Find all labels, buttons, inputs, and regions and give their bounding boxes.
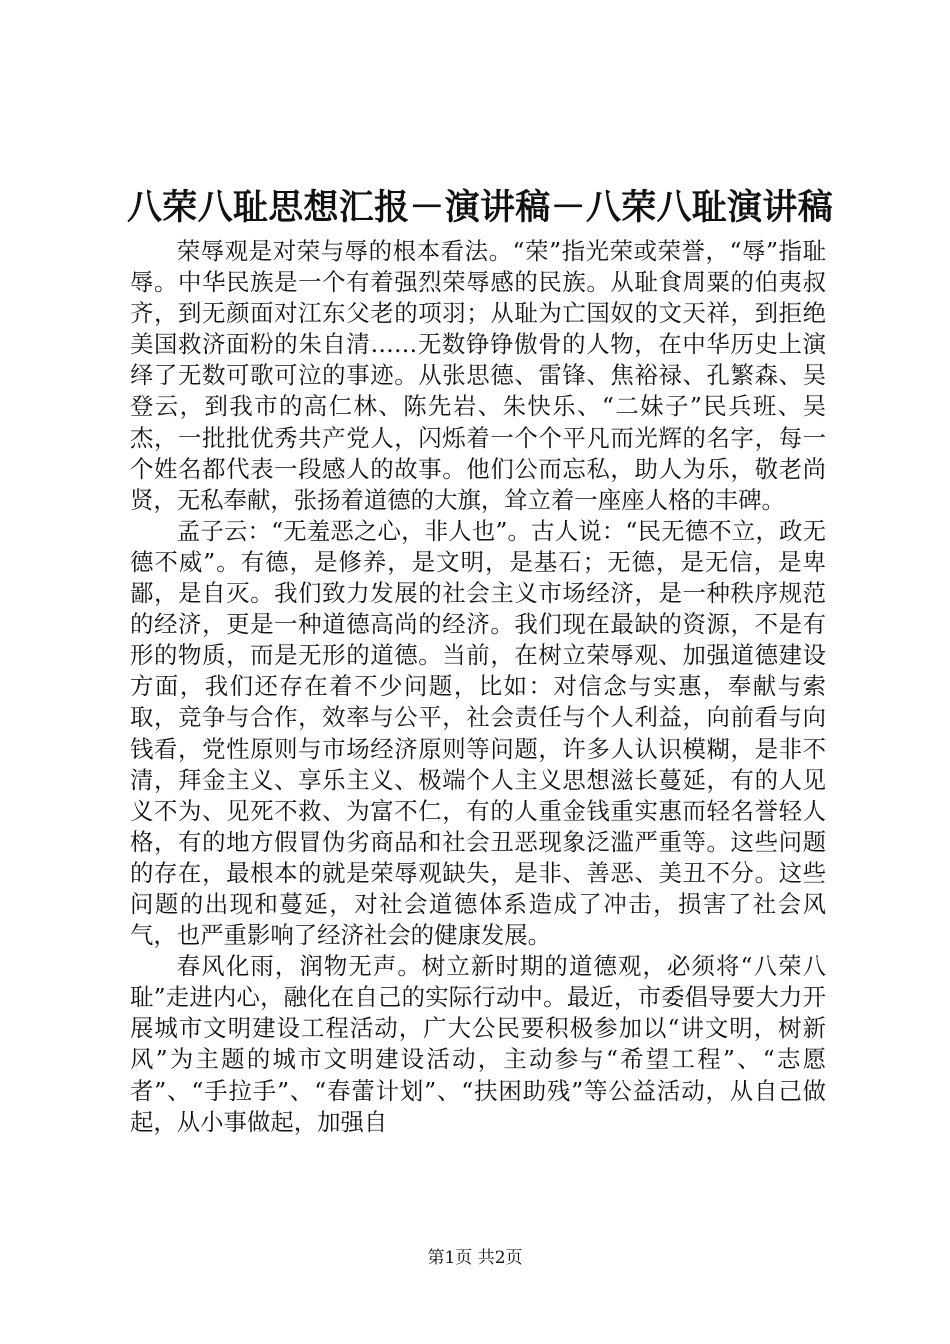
- document-title: 八荣八耻思想汇报－演讲稿－八荣八耻演讲稿: [127, 187, 834, 228]
- document-body: [130, 236, 826, 1138]
- paragraph-3: 春风化雨，润物无声。树立新时期的道德观，必须将“八荣八耻”走进内心，融化在自己的实际行动中。最近，市委倡导要大力开展城市文明建设工程活动，广大公民要积极参加以“讲文明，树新风”为主题的城市文明建设活动，主动参与“希望工程”、“志愿者”、“手拉手”、“春蕾计划”、“扶困助残”等公益活动，从自己做起，从小事做起，加强自: [130, 952, 826, 1136]
- page-footer: [0, 1247, 950, 1269]
- page-number: 第1页 共2页: [427, 1248, 523, 1268]
- paragraph-1: 荣辱观是对荣与辱的根本看法。“荣”指光荣或荣誉，“辱”指耻辱。中华民族是一个有着强烈荣辱感的民族。从耻食周粟的伯夷叔齐，到无颜面对江东父老的项羽；从耻为亡国奴的文天祥，到拒绝美国救济面粉的朱自清……无数铮铮傲骨的人物，在中华历史上演绎了无数可歌可泣的事迹。从张思德、雷锋、焦裕禄、孔繁森、吴登云，到我市的高仁林、陈先岩、朱快乐、“二妹子”民兵班、吴杰，一批批优秀共产党人，闪烁着一个个平凡而光辉的名字，每一个姓名都代表一段感人的故事。他们公而忘私，助人为乐，敬老尚贤，无私奉献，张扬着道德的大旗，耸立着一座座人格的丰碑。: [130, 237, 826, 514]
- paragraph-2: 孟子云：“无羞恶之心，非人也”。古人说：“民无德不立，政无德不威”。有德，是修养，是文明，是基石；无德，是无信，是卑鄙，是自灭。我们致力发展的社会主义市场经济，是一种秩序规范的经济，更是一种道德高尚的经济。我们现在最缺的资源，不是有形的物质，而是无形的道德。当前，在树立荣辱观、加强道德建设方面，我们还存在着不少问题，比如：对信念与实惠，奉献与索取，竞争与合作，效率与公平，社会责任与个人利益，向前看与向钱看，党性原则与市场经济原则等问题，许多人认识模糊，是非不清，拜金主义、享乐主义、极端个人主义思想滋长蔓延，有的人见义不为、见死不救、为富不仁，有的人重金钱重实惠而轻名誉轻人格，有的地方假冒伪劣商品和社会丑恶现象泛滥严重等。这些问题的存在，最根本的就是荣辱观缺失，是非、善恶、美丑不分。这些问题的出现和蔓延，对社会道德体系造成了冲击，损害了社会风气，也严重影响了经济社会的健康发展。: [130, 516, 826, 950]
